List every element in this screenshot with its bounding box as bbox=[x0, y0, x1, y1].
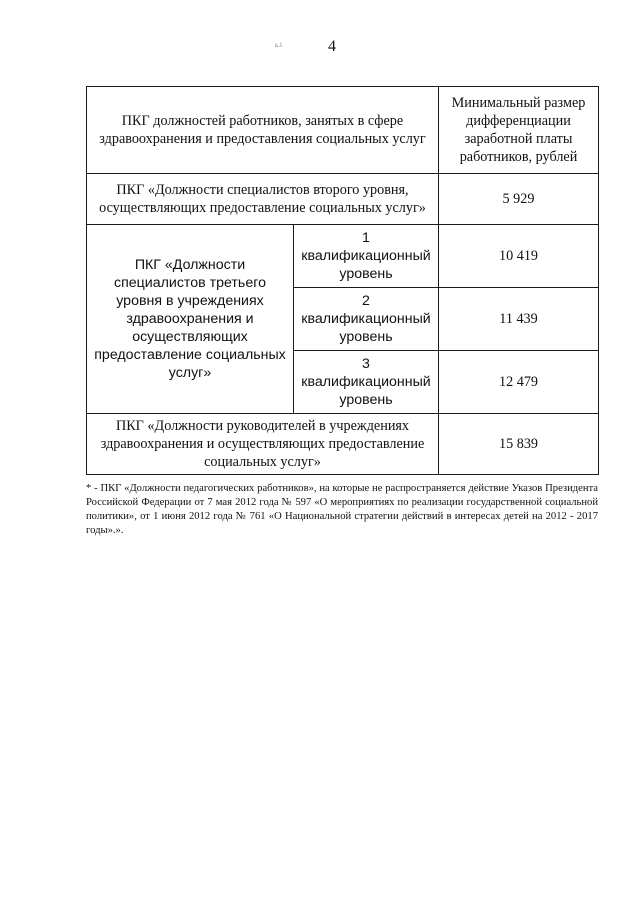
second-level-amount-cell: 5 929 bbox=[439, 174, 599, 225]
table-row bbox=[87, 225, 599, 288]
qualification-level-cell bbox=[294, 288, 439, 351]
table-header-row bbox=[87, 87, 599, 174]
second-level-group-cell: ПКГ «Должности специалистов второго уровня, осуществляющих предоставление социальных услуг» bbox=[87, 174, 439, 225]
level-amount-cell: 12 479 bbox=[439, 351, 599, 414]
level-number: 3 bbox=[362, 356, 370, 372]
level-amount-cell: 11 439 bbox=[439, 288, 599, 351]
level-label: квалификационный уровень bbox=[301, 374, 431, 408]
qualification-level-cell bbox=[294, 351, 439, 414]
salary-table bbox=[86, 86, 599, 475]
table-row bbox=[87, 174, 599, 225]
leaders-group-cell: ПКГ «Должности руководителей в учреждениях здравоохранения и осуществляющих предоставление социальных услуг» bbox=[87, 414, 439, 475]
header-amount-cell: Минимальный размер дифференциации заработной платы работников, рублей bbox=[439, 87, 599, 174]
leaders-amount-cell: 15 839 bbox=[439, 414, 599, 475]
third-level-group-cell: ПКГ «Должности специалистов третьего уровня в учреждениях здравоохранения и осуществляющих предоставление социальных услуг» bbox=[87, 225, 294, 414]
level-label: квалификационный уровень bbox=[301, 248, 431, 282]
table-row bbox=[87, 414, 599, 475]
level-label: квалификационный уровень bbox=[301, 311, 431, 345]
qualification-level-cell bbox=[294, 225, 439, 288]
header-group-cell: ПКГ должностей работников, занятых в сфере здравоохранения и предоставления социальных услуг bbox=[87, 87, 439, 174]
page-number: 4 bbox=[328, 38, 336, 55]
footnote: * - ПКГ «Должности педагогических работников», на которые не распространяется действие Указов Президента Российской Федерации от 7 мая 2012 года № 597 «О мероприятиях по реализации государственной социальной политики», от 1 июня 2012 года № 761 «О Национальной стратегии действий в интересах детей на 2012 - 2017 годы».». bbox=[86, 483, 598, 536]
level-number: 1 bbox=[362, 230, 370, 246]
level-amount-cell: 10 419 bbox=[439, 225, 599, 288]
scan-mark: ь.і bbox=[275, 41, 282, 49]
level-number: 2 bbox=[362, 293, 370, 309]
